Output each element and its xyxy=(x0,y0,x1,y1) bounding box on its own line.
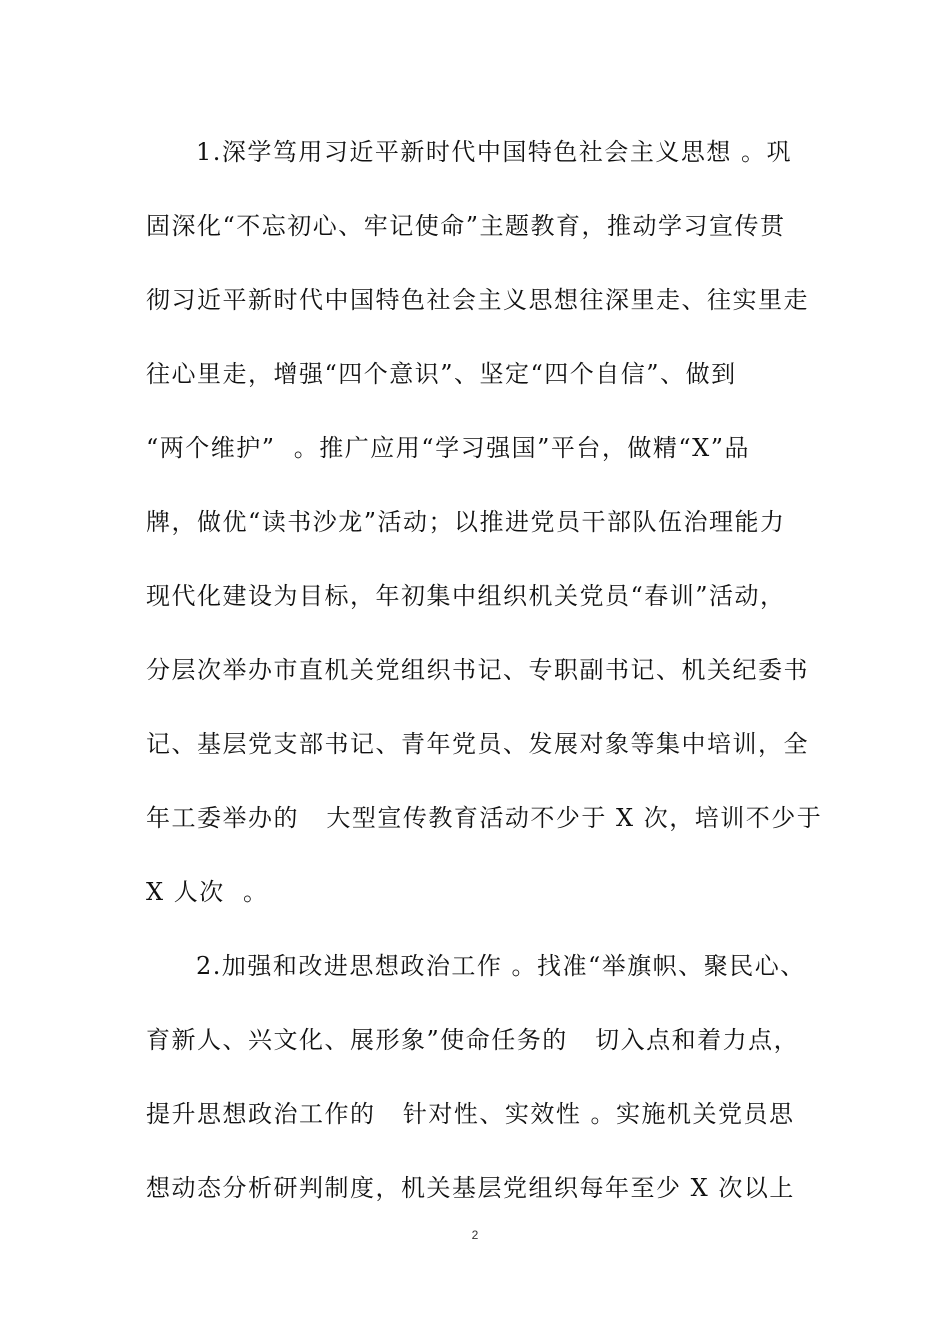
text-line: 提升思想政治工作的 针对性、实效性 。实施机关党员思 xyxy=(146,1100,795,1128)
text-line: 固深化“不忘初心、牢记使命”主题教育，推动学习宣传贯 xyxy=(146,212,786,240)
text-line: 往心里走，增强“四个意识”、坚定“四个自信”、做到 xyxy=(146,360,737,388)
page-number: 2 xyxy=(471,1228,479,1242)
text-line: X 人次 。 xyxy=(146,878,269,906)
text-line: 1.深学笃用习近平新时代中国特色社会主义思想 。巩 xyxy=(196,138,793,166)
text-line: 2.加强和改进思想政治工作 。找准“举旗帜、聚民心、 xyxy=(196,952,806,980)
text-line: 牌，做优“读书沙龙”活动；以推进党员干部队伍治理能力 xyxy=(146,508,786,536)
text-line: 年工委举办的 大型宣传教育活动不少于 X 次，培训不少于 xyxy=(146,804,823,832)
text-line: 现代化建设为目标，年初集中组织机关党员“春训”活动， xyxy=(146,582,786,610)
text-line: 想动态分析研判制度，机关基层党组织每年至少 X 次以上 xyxy=(146,1174,795,1202)
text-line: 记、基层党支部书记、青年党员、发展对象等集中培训，全 xyxy=(146,730,809,758)
text-line: 分层次举办市直机关党组织书记、专职副书记、机关纪委书 xyxy=(146,656,809,684)
text-line: 育新人、兴文化、展形象”使命任务的 切入点和着力点， xyxy=(146,1026,800,1054)
text-line: “两个维护” 。推广应用“学习强国”平台，做精“X”品 xyxy=(146,434,750,462)
text-line: 彻习近平新时代中国特色社会主义思想往深里走、往实里走 xyxy=(146,286,809,314)
